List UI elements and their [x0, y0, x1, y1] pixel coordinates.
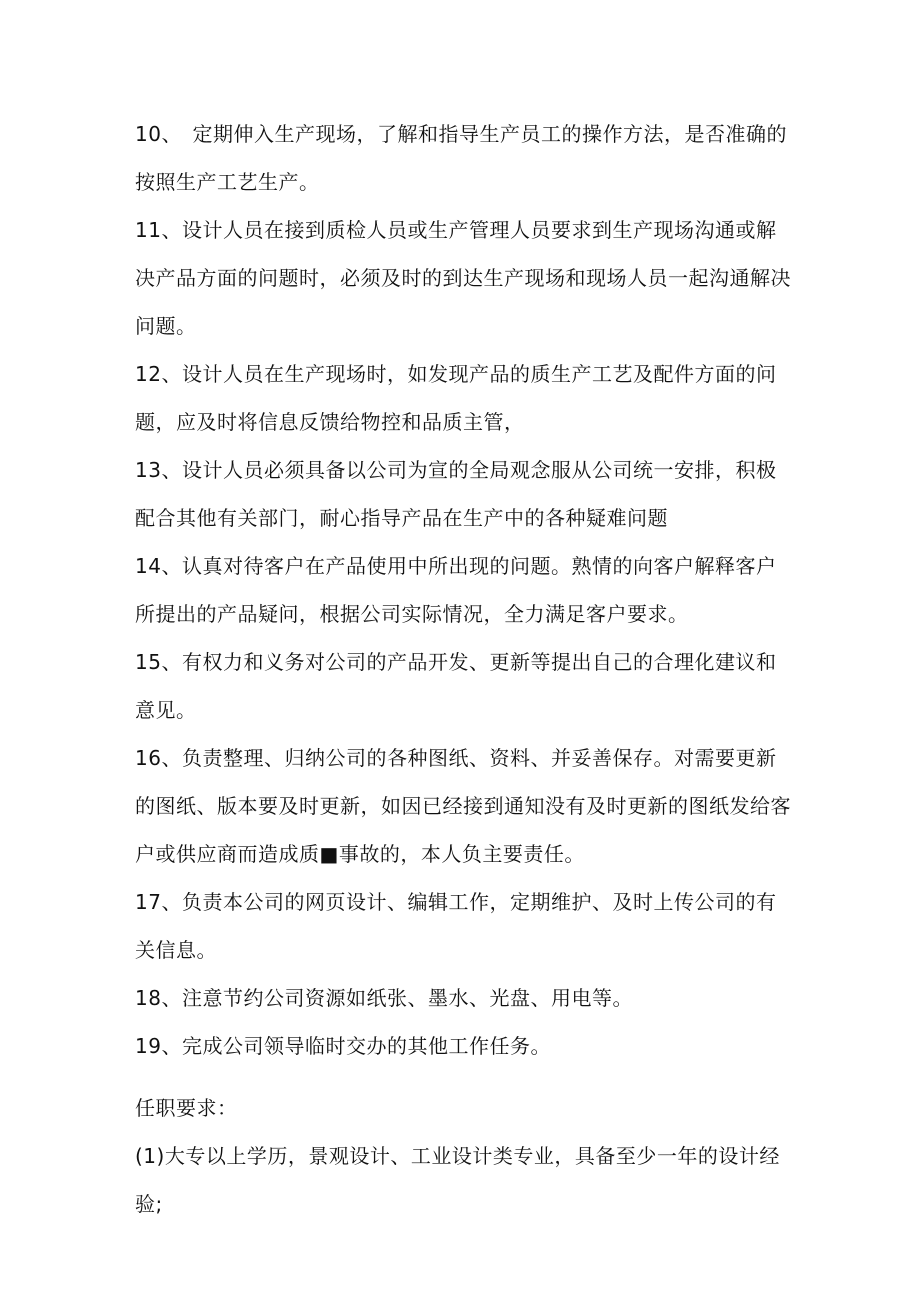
duty-item-15: 15、有权力和义务对公司的产品开发、更新等提出自己的合理化建议和意见。 [135, 650, 777, 722]
requirement-item-1: (1)大专以上学历，景观设计、工业设计类专业，具备至少一年的设计经验; [135, 1144, 780, 1216]
duty-item-17: 17、负责本公司的网页设计、编辑工作，定期维护、及时上传公司的有关信息。 [135, 890, 777, 962]
document-body [135, 110, 795, 1228]
duty-item-19: 19、完成公司领导临时交办的其他工作任务。 [135, 1034, 551, 1058]
duty-item-10: 10、 定期伸入生产现场，了解和指导生产员工的操作方法，是否准确的按照生产工艺生产。 [135, 122, 787, 194]
duty-item-13: 13、设计人员必须具备以公司为宣的全局观念服从公司统一安排，积极配合其他有关部门，耐心指导产品在生产中的各种疑难问题 [135, 458, 777, 530]
duty-item-14: 14、认真对待客户在产品使用中所出现的问题。熟情的向客户解释客户所提出的产品疑问，根据公司实际情况，全力满足客户要求。 [135, 554, 777, 626]
requirements-heading: 任职要求： [135, 1096, 238, 1120]
duty-item-11: 11、设计人员在接到质检人员或生产管理人员要求到生产现场沟通或解决产品方面的问题时，必须及时的到达生产现场和现场人员一起沟通解决问题。 [135, 218, 791, 338]
duty-item-18: 18、注意节约公司资源如纸张、墨水、光盘、用电等。 [135, 986, 633, 1010]
duty-item-16: 16、负责整理、归纳公司的各种图纸、资料、并妥善保存。对需要更新的图纸、版本要及时更新，如因已经接到通知没有及时更新的图纸发给客户或供应商而造成质■事故的，本人负主要责任。 [135, 746, 791, 866]
duty-item-12: 12、设计人员在生产现场时，如发现产品的质生产工艺及配件方面的问题，应及时将信息反馈给物控和品质主管， [135, 362, 777, 434]
